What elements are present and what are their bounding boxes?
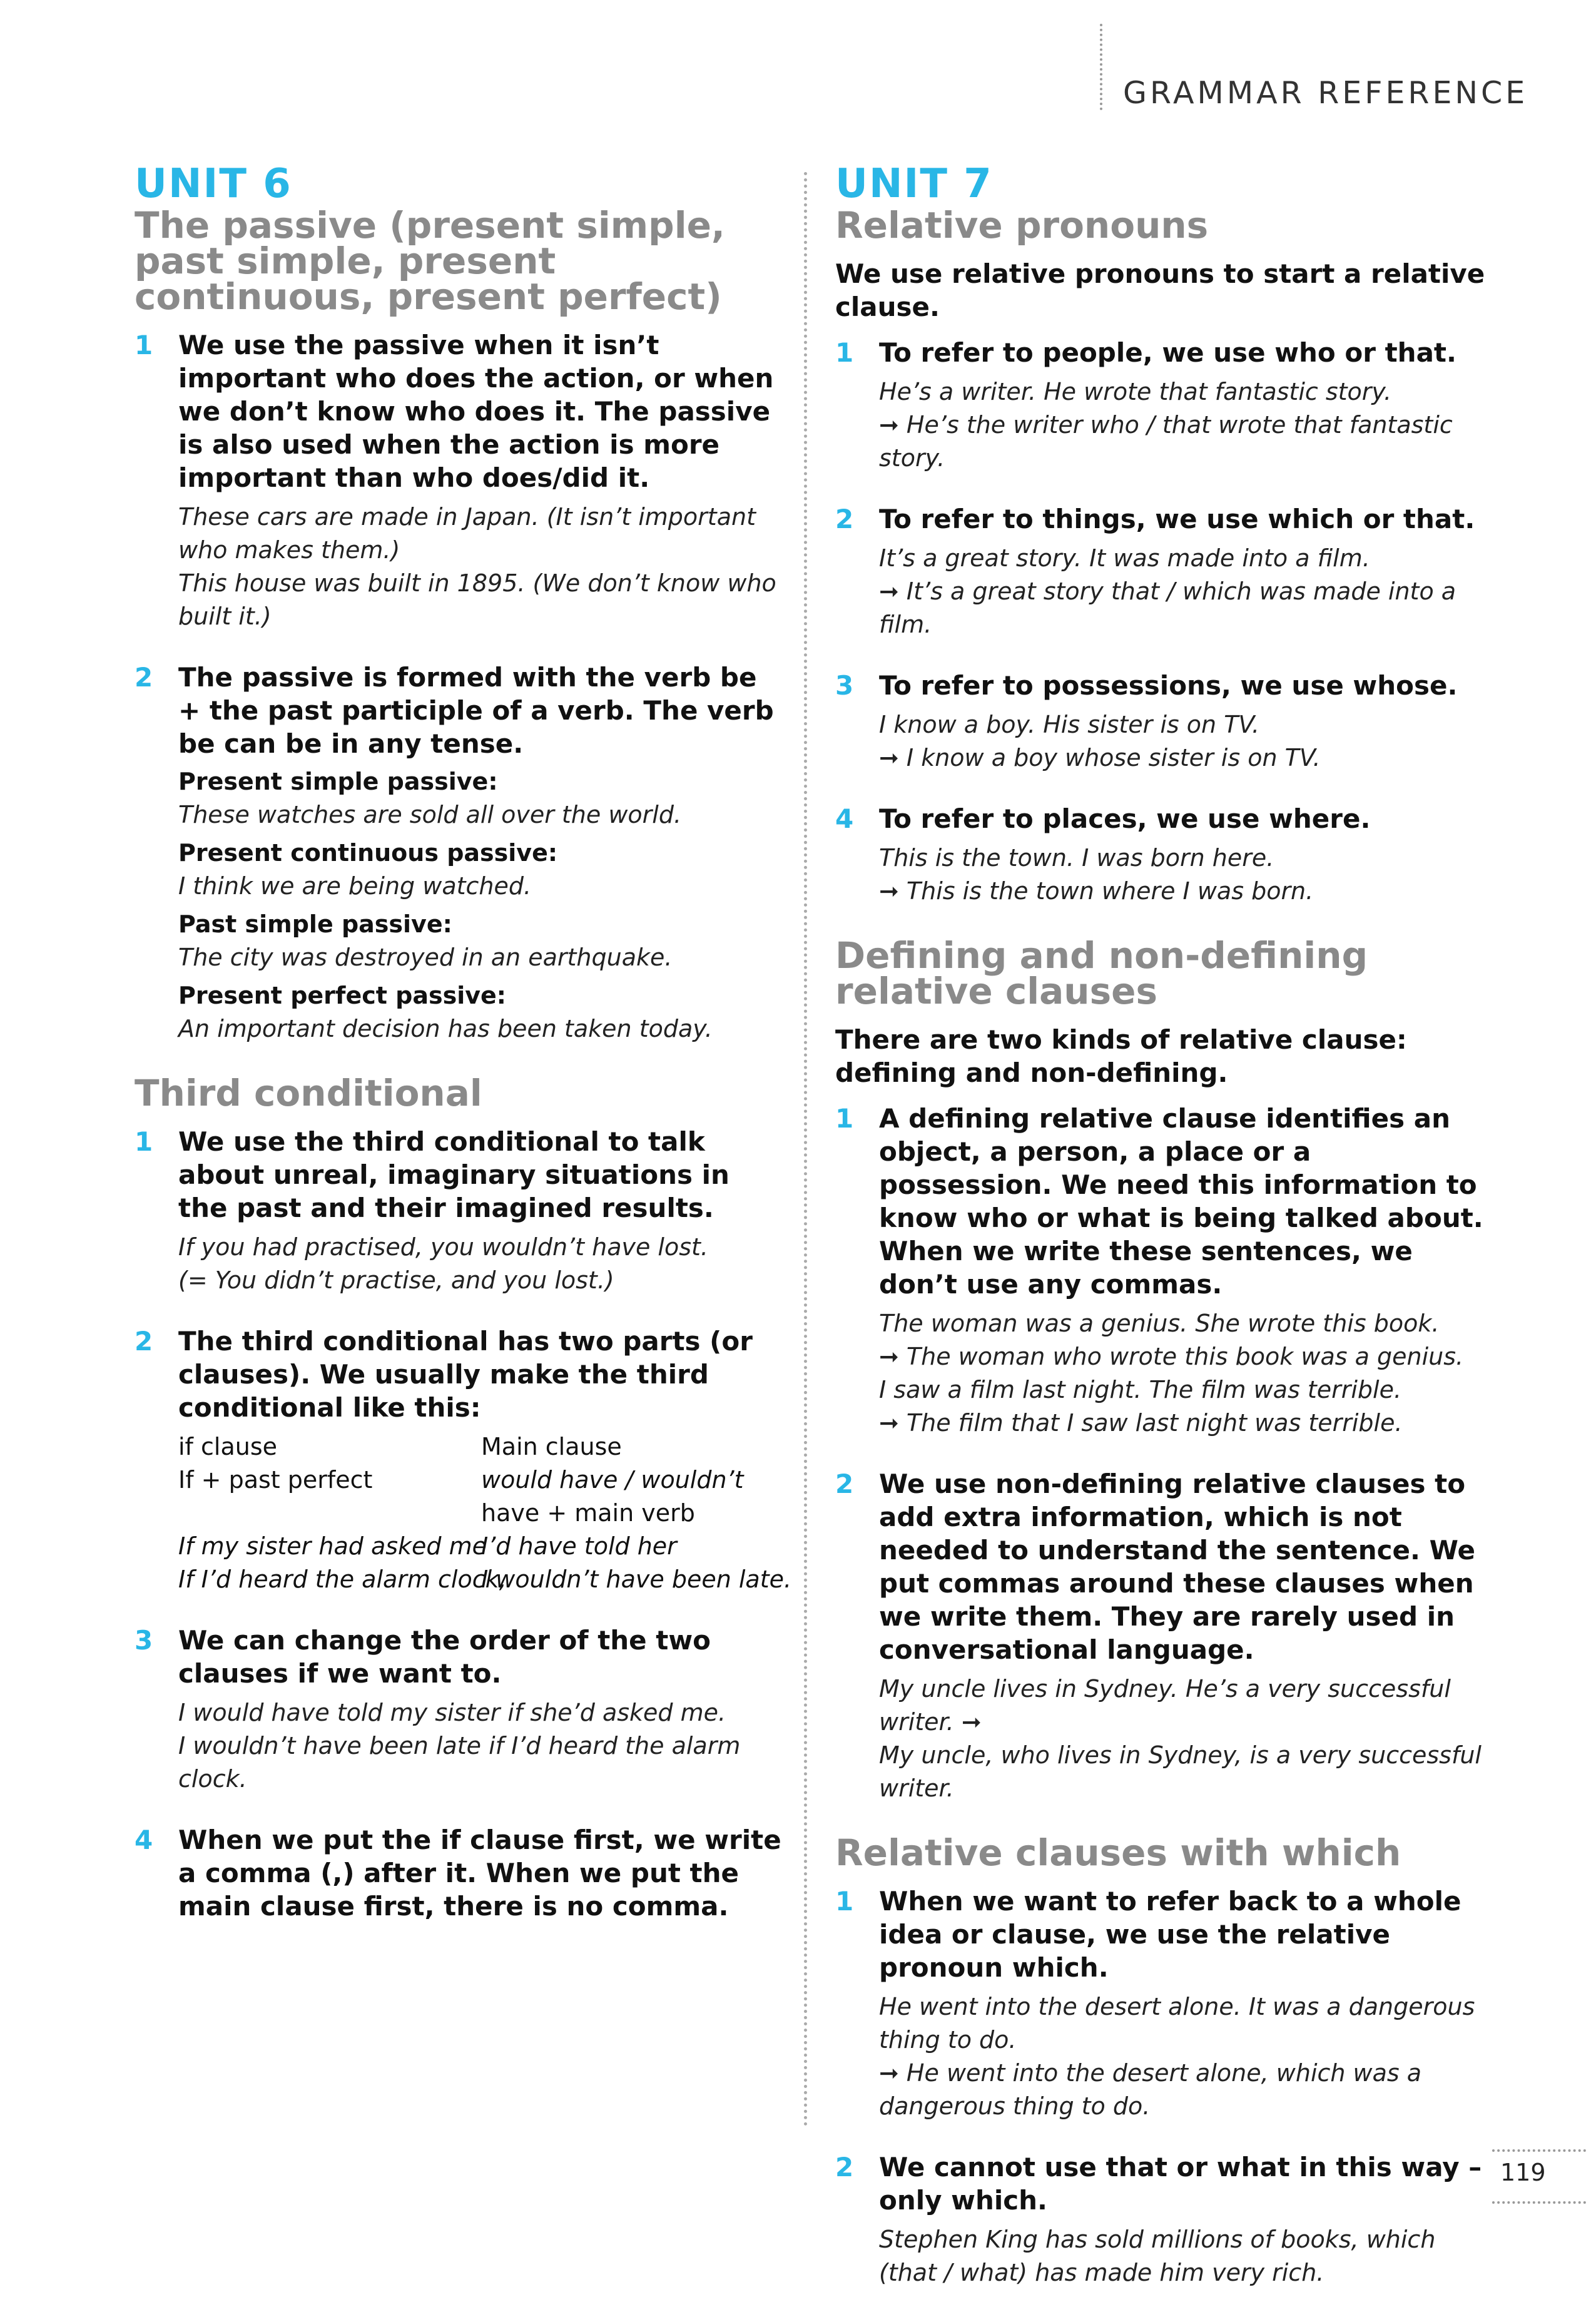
table-cell: would have / wouldn’t bbox=[481, 1466, 744, 1494]
example-line: My uncle, who lives in Sydney, is a very successful writer. bbox=[879, 1741, 1482, 1802]
item-number: 1 bbox=[135, 330, 153, 360]
relative-pronouns-heading: Relative pronouns bbox=[835, 204, 1209, 247]
table-cell bbox=[178, 1497, 481, 1530]
example-line: It’s a great story. It was made into a film. bbox=[879, 544, 1370, 572]
item-number: 4 bbox=[835, 803, 854, 834]
page-number-rule bbox=[1492, 2201, 1586, 2204]
pronoun-item-3 bbox=[835, 669, 1486, 775]
unit-6-column bbox=[135, 161, 792, 1950]
item-number: 1 bbox=[835, 1103, 854, 1134]
rule-text: A defining relative clause identifies an object, a person, a place or a possession. We need this information to know who or what is being talked about. When we write these sentences, we don’t use any commas. bbox=[879, 1103, 1483, 1300]
pronoun-item-2 bbox=[835, 502, 1486, 641]
header-divider bbox=[1100, 24, 1102, 110]
item-number: 2 bbox=[135, 662, 153, 693]
defining-clauses-heading: Defining and non-defining relative clauses bbox=[835, 934, 1368, 1012]
pronoun-item-1 bbox=[835, 336, 1486, 475]
item-number: 2 bbox=[835, 504, 854, 534]
page-number-rule bbox=[1492, 2149, 1586, 2152]
item-number: 4 bbox=[135, 1825, 153, 1855]
which-item-1 bbox=[835, 1885, 1486, 2123]
example-line: ➞ He went into the desert alone, which was a dangerous thing to do. bbox=[879, 2059, 1422, 2120]
table-cell: If my sister had asked me bbox=[178, 1532, 487, 1560]
conditional-item-2 bbox=[135, 1325, 792, 1596]
pronoun-item-4 bbox=[835, 802, 1486, 908]
form-label: Present perfect passive: bbox=[178, 982, 506, 1009]
form-label: Present simple passive: bbox=[178, 768, 498, 795]
example-line: ➞ The film that I saw last night was terrible. bbox=[879, 1409, 1403, 1437]
rule-text: The third conditional has two parts (or clauses). We usually make the third conditional like this: bbox=[178, 1326, 753, 1423]
example-line: These watches are sold all over the world. bbox=[178, 801, 682, 828]
conditional-item-4 bbox=[135, 1823, 785, 1923]
lead-text: There are two kinds of relative clause: defining and non-defining. bbox=[835, 1024, 1407, 1088]
item-number: 1 bbox=[835, 337, 854, 368]
running-header: GRAMMAR REFERENCE bbox=[1123, 75, 1528, 111]
rule-text: We can change the order of the two clauses if we want to. bbox=[178, 1625, 711, 1689]
rule-text: To refer to people, we use who or that. bbox=[879, 337, 1456, 368]
example-line: This is the town. I was born here. bbox=[879, 844, 1274, 872]
table-cell: Main clause bbox=[481, 1433, 622, 1460]
example-line: I think we are being watched. bbox=[178, 872, 532, 900]
unit-7-heading: UNIT 7 bbox=[835, 161, 993, 207]
table-cell: If + past perfect bbox=[178, 1466, 373, 1494]
defining-item-2 bbox=[835, 1467, 1486, 1805]
rule-text: When we want to refer back to a whole idea or clause, we use the relative pronoun which. bbox=[879, 1886, 1461, 1983]
example-line: Stephen King has sold millions of books, which (that / what) has made him very rich. bbox=[879, 2226, 1436, 2286]
rule-text: We cannot use that or what in this way – only which. bbox=[879, 2152, 1482, 2216]
example-line: My uncle lives in Sydney. He’s a very successful writer. ➞ bbox=[879, 1675, 1451, 1736]
passive-item-2 bbox=[135, 661, 785, 1046]
example-line: He went into the desert alone. It was a dangerous thing to do. bbox=[879, 1993, 1475, 2054]
item-number: 1 bbox=[135, 1126, 153, 1157]
example-line: These cars are made in Japan. (It isn’t important who makes them.) bbox=[178, 503, 756, 564]
rule-text: To refer to things, we use which or that. bbox=[879, 504, 1475, 534]
example-line: ➞ The woman who wrote this book was a genius. bbox=[879, 1343, 1464, 1370]
item-number: 2 bbox=[135, 1326, 153, 1357]
form-label: Past simple passive: bbox=[178, 910, 452, 938]
table-cell: If I’d heard the alarm clock, bbox=[178, 1566, 507, 1593]
rule-text: We use non-defining relative clauses to add extra information, which is not needed to understand the sentence. We put commas around these clauses when we write them. They are rarely used in conversational language. bbox=[879, 1469, 1475, 1665]
rule-text: To refer to places, we use where. bbox=[879, 803, 1371, 834]
example-line: ➞ It’s a great story that / which was made into a film. bbox=[879, 578, 1456, 638]
conditional-item-3 bbox=[135, 1624, 785, 1796]
rule-text: We use the third conditional to talk about unreal, imaginary situations in the past and their imagined results. bbox=[178, 1126, 729, 1223]
example-line: (= You didn’t practise, and you lost.) bbox=[178, 1266, 614, 1294]
item-number: 2 bbox=[835, 2152, 854, 2182]
example-line: I would have told my sister if she’d asked me. bbox=[178, 1699, 726, 1726]
table-cell: I wouldn’t have been late. bbox=[481, 1566, 792, 1593]
item-number: 2 bbox=[835, 1469, 854, 1499]
example-line: An important decision has been taken today. bbox=[178, 1015, 713, 1042]
unit-6-heading: UNIT 6 bbox=[135, 161, 292, 207]
rule-text: The passive is formed with the verb be + the past participle of a verb. The verb be can be in any tense. bbox=[178, 662, 774, 759]
item-number: 3 bbox=[835, 670, 854, 701]
example-line: I know a boy. His sister is on TV. bbox=[879, 711, 1260, 738]
item-number: 3 bbox=[135, 1625, 153, 1656]
table-cell: if clause bbox=[178, 1433, 278, 1460]
rule-text: To refer to possessions, we use whose. bbox=[879, 670, 1458, 701]
unit-7-column bbox=[835, 161, 1486, 2317]
passive-heading: The passive (present simple, past simple, present continuous, present perfect) bbox=[135, 204, 725, 318]
passive-item-1 bbox=[135, 328, 785, 633]
example-line: ➞ I know a boy whose sister is on TV. bbox=[879, 744, 1321, 771]
table-cell: have + main verb bbox=[481, 1499, 695, 1527]
third-conditional-heading: Third conditional bbox=[135, 1072, 482, 1114]
rule-text: We use the passive when it isn’t important who does the action, or when we don’t know who does it. The passive is also used when the action is more important than who does/did it. bbox=[178, 330, 774, 493]
example-line: If you had practised, you wouldn’t have lost. bbox=[178, 1233, 709, 1261]
which-item-2 bbox=[835, 2151, 1486, 2289]
example-line: This house was built in 1895. (We don’t know who built it.) bbox=[178, 569, 776, 630]
page-number: 119 bbox=[1500, 2159, 1546, 2186]
table-cell: I’d have told her bbox=[481, 1532, 677, 1560]
lead-text: We use relative pronouns to start a relative clause. bbox=[835, 258, 1485, 322]
conditional-table bbox=[178, 1430, 792, 1596]
item-number: 1 bbox=[835, 1886, 854, 1917]
example-line: The city was destroyed in an earthquake. bbox=[178, 944, 673, 971]
conditional-item-1 bbox=[135, 1125, 785, 1297]
column-divider bbox=[804, 172, 807, 2127]
rule-text: When we put the if clause first, we write a comma (,) after it. When we put the main clause first, there is no comma. bbox=[178, 1825, 781, 1922]
example-line: ➞ He’s the writer who / that wrote that fantastic story. bbox=[879, 411, 1453, 472]
defining-item-1 bbox=[835, 1102, 1486, 1440]
which-clauses-heading: Relative clauses with which bbox=[835, 1831, 1401, 1874]
example-line: ➞ This is the town where I was born. bbox=[879, 877, 1314, 905]
form-label: Present continuous passive: bbox=[178, 839, 558, 867]
example-line: I wouldn’t have been late if I’d heard the alarm clock. bbox=[178, 1732, 741, 1793]
example-line: He’s a writer. He wrote that fantastic story. bbox=[879, 378, 1392, 405]
example-line: I saw a film last night. The film was terrible. bbox=[879, 1376, 1402, 1403]
example-line: The woman was a genius. She wrote this book. bbox=[879, 1310, 1440, 1337]
